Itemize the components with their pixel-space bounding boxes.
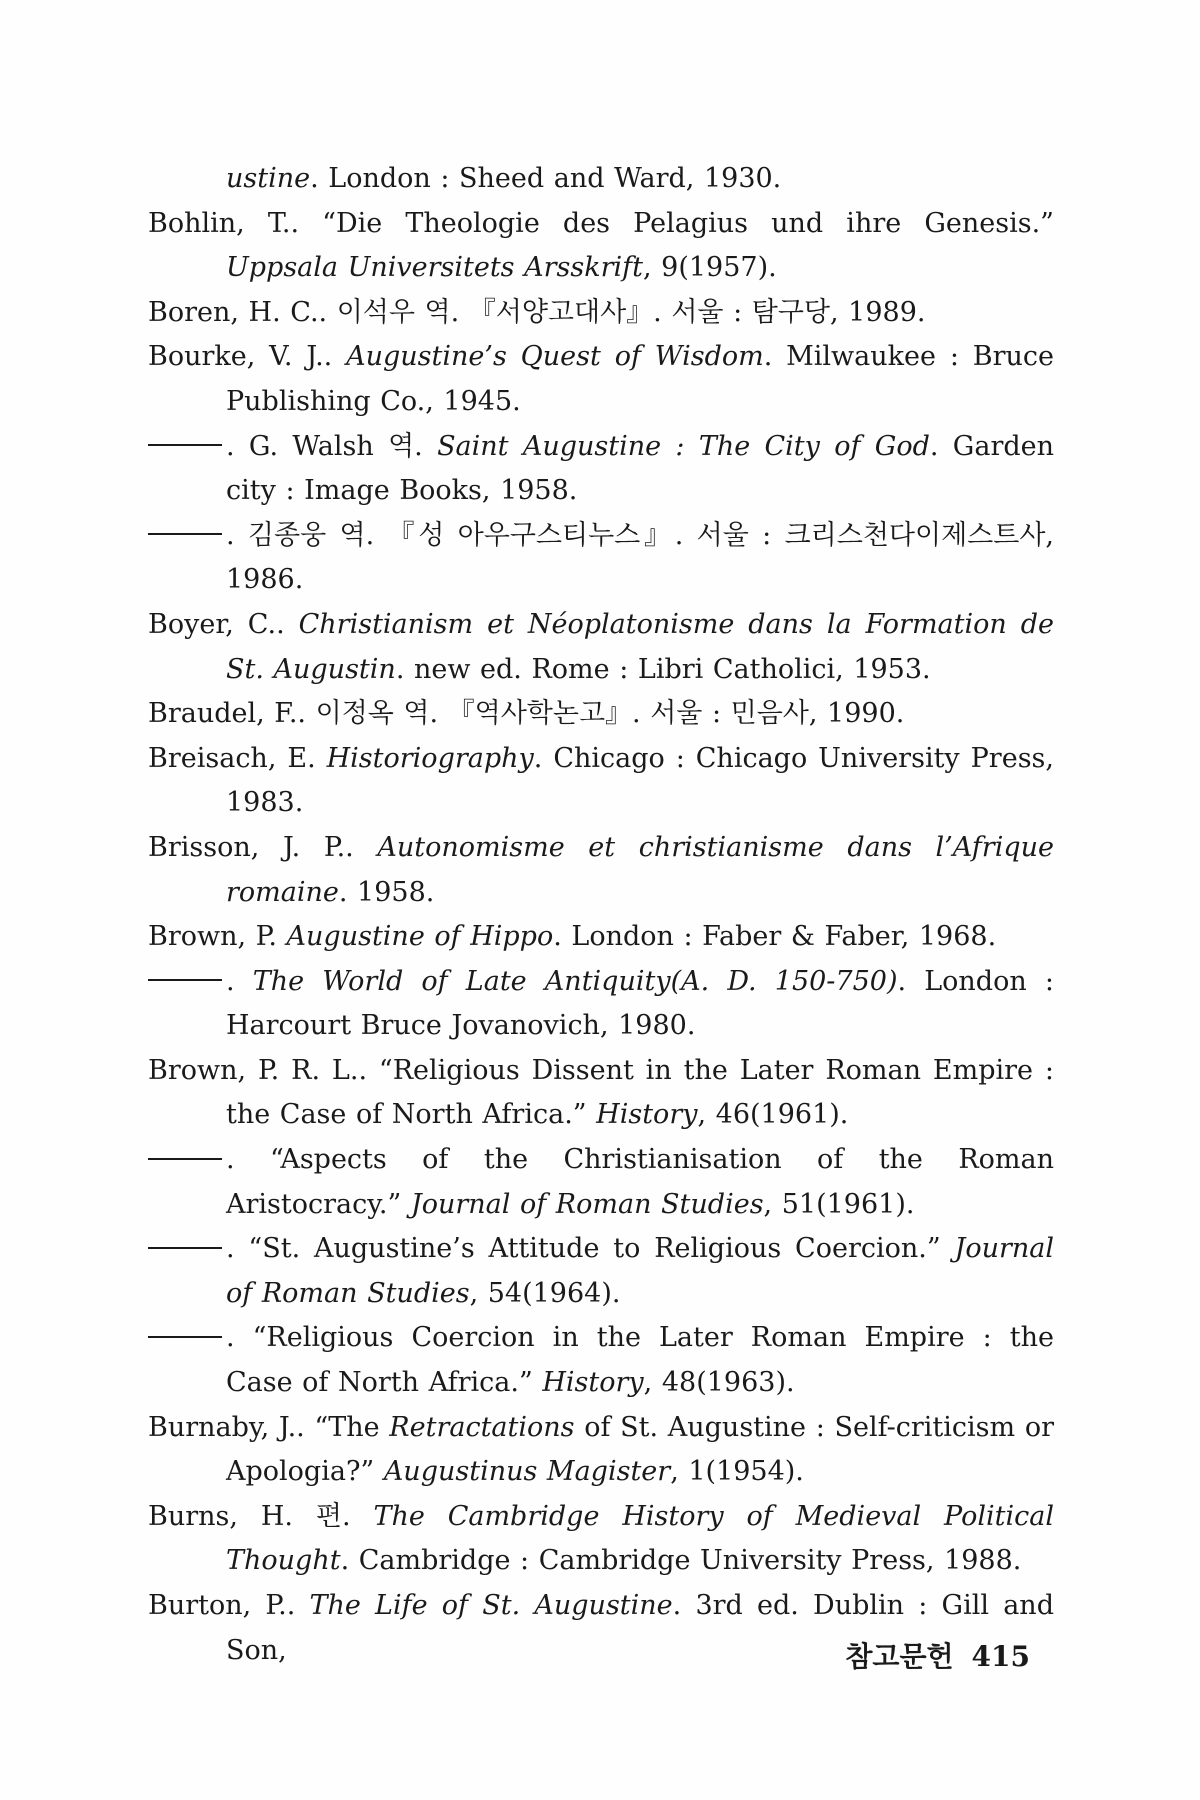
- entry-text: . Milwaukee : Bruce Publishing Co., 1945.: [226, 341, 1054, 417]
- bibliography-entry: [148, 1227, 1054, 1316]
- entry-text: . 1958.: [338, 876, 435, 908]
- entry-title-italic: History: [596, 1099, 698, 1131]
- entry-text: Breisach, E.: [148, 742, 327, 774]
- entry-title-italic: History: [542, 1367, 644, 1399]
- bibliography-entry: [148, 1049, 1054, 1138]
- entry-text: , 48(1963).: [643, 1367, 795, 1399]
- bibliography-entry: [148, 291, 1054, 336]
- entry-title-italic: Journal of Roman Studies: [226, 1233, 1054, 1309]
- bibliography-entry: [148, 1406, 1054, 1495]
- entry-text: .: [226, 965, 253, 997]
- entry-text: , 1(1954).: [670, 1456, 804, 1488]
- entry-text: . “Aspects of the Christianisation of the Roman Aristocracy.”: [226, 1144, 1054, 1220]
- bibliography-entry: [148, 1316, 1054, 1405]
- entry-title-italic: Retractations: [389, 1411, 575, 1443]
- entry-text: Boyer, C..: [148, 608, 299, 640]
- bibliography-entry: [148, 692, 1054, 737]
- entry-text: , 54(1964).: [469, 1277, 621, 1309]
- entry-text: Braudel, F.. 이정옥 역. 『역사학논고』. 서울 : 민음사, 1990.: [148, 698, 905, 730]
- entry-text: , 51(1961).: [763, 1188, 915, 1220]
- entry-title-italic: Augustine’s Quest of Wisdom: [346, 341, 764, 373]
- entry-text: . London : Harcourt Bruce Jovanovich, 1980.: [226, 965, 1054, 1042]
- bibliography-entry: [148, 960, 1054, 1049]
- entry-text: Bourke, V. J..: [148, 341, 347, 373]
- bibliography-entry-continued: [148, 157, 1054, 202]
- same-author-dash: [148, 979, 222, 981]
- entry-title-italic: Uppsala Universitets Arsskrift: [226, 252, 643, 284]
- entry-text: . G. Walsh 역.: [226, 430, 438, 462]
- entry-text: of St. Augustine : Self-criticism or Apologia?”: [226, 1411, 1054, 1488]
- bibliography-entry: [148, 514, 1054, 603]
- entry-title-italic: Autonomisme et christianisme dans l’Afrique romaine: [226, 831, 1054, 908]
- entry-title-italic: The Life of St. Augustine: [309, 1590, 673, 1621]
- entry-title-italic: Augustinus Magister: [383, 1456, 671, 1488]
- entry-text: , 9(1957).: [642, 252, 777, 284]
- entry-text: Burns, H. 편.: [148, 1500, 374, 1532]
- bibliography-entry: [148, 826, 1054, 915]
- entry-text: Brisson, J. P..: [148, 831, 378, 863]
- entry-text: Boren, H. C.. 이석우 역. 『서양고대사』. 서울 : 탐구당, 1989.: [148, 296, 926, 328]
- bibliography-list: [148, 157, 1054, 1673]
- bibliography-entry: [148, 335, 1054, 424]
- entry-text: . “Religious Coercion in the Later Roman Empire : the Case of North Africa.”: [226, 1322, 1054, 1399]
- same-author-dash: [148, 533, 222, 535]
- entry-title-italic: The World of Late Antiquity(A. D. 150-750): [252, 965, 898, 997]
- entry-text: Brown, P. R. L.. “Religious Dissent in the Later Roman Empire : the Case of North Africa.”: [148, 1054, 1054, 1131]
- bibliography-entry: [148, 1138, 1054, 1227]
- entry-title-italic: ustine: [226, 163, 311, 194]
- entry-text: . “St. Augustine’s Attitude to Religious Coercion.”: [226, 1233, 955, 1265]
- bibliography-entry: [148, 425, 1054, 514]
- entry-title-italic: Saint Augustine : The City of God: [437, 430, 930, 462]
- page-number: 415: [971, 1640, 1030, 1673]
- entry-text: . 3rd ed. Dublin : Gill and Son,: [226, 1590, 1054, 1666]
- running-footer-title: 참고문헌: [845, 1640, 954, 1673]
- entry-title-italic: Augustine of Hippo: [286, 921, 554, 953]
- page-footer: [845, 1635, 1030, 1675]
- entry-text: , 46(1961).: [697, 1099, 849, 1131]
- entry-text: Burnaby, J.. “The: [148, 1411, 390, 1443]
- same-author-dash: [148, 1247, 222, 1249]
- entry-text: . new ed. Rome : Libri Catholici, 1953.: [395, 653, 931, 685]
- same-author-dash: [148, 1336, 222, 1338]
- entry-text: . London : Sheed and Ward, 1930.: [310, 163, 782, 194]
- entry-title-italic: Christianism et Néoplatonisme dans la Formation de St. Augustin: [226, 608, 1054, 685]
- entry-text: . Garden city : Image Books, 1958.: [226, 430, 1055, 507]
- entry-title-italic: Journal of Roman Studies: [410, 1188, 764, 1220]
- bibliography-entry: [148, 603, 1054, 692]
- entry-title-italic: Historiography: [326, 742, 534, 774]
- entry-text: Brown, P.: [148, 921, 287, 953]
- entry-text: Bohlin, T.. “Die Theologie des Pelagius und ihre Genesis.”: [148, 207, 1054, 239]
- bibliography-entry: [148, 202, 1054, 291]
- bibliography-entry: [148, 915, 1054, 960]
- same-author-dash: [148, 1158, 222, 1160]
- same-author-dash: [148, 444, 222, 446]
- entry-text: . 김종웅 역. 『성 아우구스티누스』. 서울 : 크리스천다이제스트사, 1986.: [226, 519, 1054, 596]
- entry-text: . Chicago : Chicago University Press, 1983.: [226, 742, 1054, 819]
- entry-text: . Cambridge : Cambridge University Press, 1988.: [340, 1545, 1022, 1577]
- entry-text: Burton, P..: [148, 1590, 310, 1621]
- bibliography-entry: [148, 737, 1054, 826]
- bibliography-entry: [148, 1495, 1054, 1584]
- entry-text: . London : Faber & Faber, 1968.: [553, 921, 997, 953]
- entry-title-italic: The Cambridge History of Medieval Political Thought: [226, 1500, 1054, 1577]
